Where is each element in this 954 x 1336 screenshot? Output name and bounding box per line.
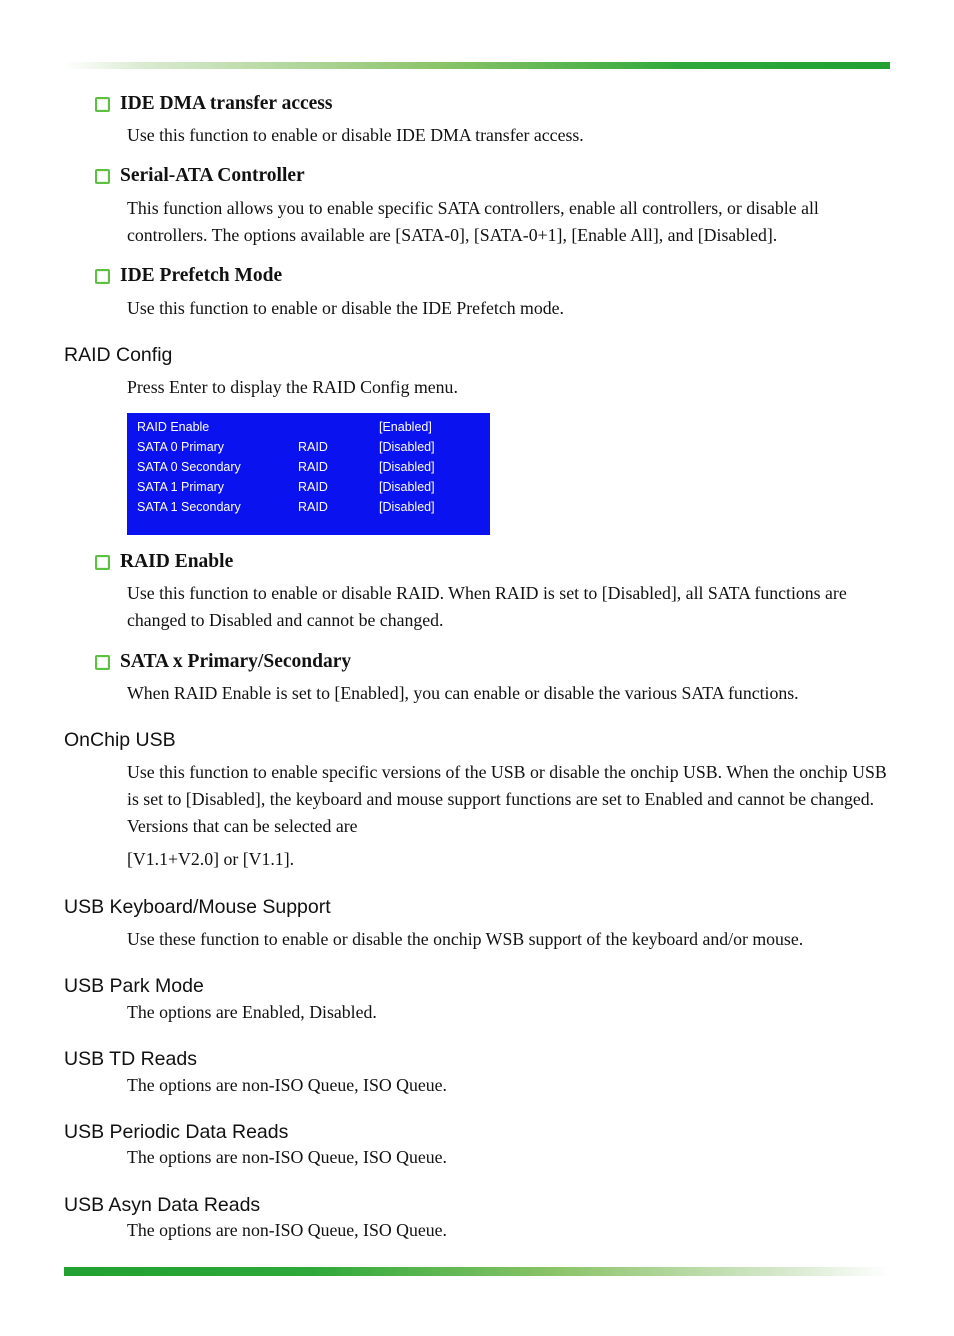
raid-enable-heading [95,551,233,573]
sata-controller-title: Serial-ATA Controller [120,165,305,186]
bios-item-label: RAID Enable [137,420,210,434]
top-decorative-bar [64,62,890,69]
bios-item-value: [Enabled] [379,420,432,434]
raid-config-bios-menu [127,413,490,535]
ide-dma-heading [95,93,332,115]
usb-park-heading: USB Park Mode [64,975,204,997]
usb-park-description: The options are Enabled, Disabled. [127,1002,377,1022]
bios-item-mode: RAID [298,500,328,514]
sata-primary-secondary-description: When RAID Enable is set to [Enabled], you can enable or disable the various SATA functions. [127,683,799,703]
bios-row [127,460,490,480]
bios-item-value: [Disabled] [379,440,435,454]
bios-item-label: SATA 0 Secondary [137,460,241,474]
checkbox-bullet-icon [95,97,110,112]
sata-controller-heading [95,165,305,187]
checkbox-bullet-icon [95,169,110,184]
raid-enable-title: RAID Enable [120,551,234,572]
ide-prefetch-description: Use this function to enable or disable the IDE Prefetch mode. [127,298,564,318]
usb-periodic-heading: USB Periodic Data Reads [64,1121,289,1143]
bios-item-value: [Disabled] [379,460,435,474]
bios-row [127,440,490,460]
bios-item-mode: RAID [298,440,328,454]
ide-prefetch-title: IDE Prefetch Mode [120,265,283,286]
bios-item-label: SATA 1 Primary [137,480,225,494]
bios-row [127,500,490,520]
usb-td-heading: USB TD Reads [64,1048,197,1070]
raid-config-heading: RAID Config [64,344,173,366]
usb-asyn-description: The options are non-ISO Queue, ISO Queue. [127,1220,447,1240]
ide-prefetch-heading [95,265,282,287]
usb-td-description: The options are non-ISO Queue, ISO Queue. [127,1075,447,1095]
bios-item-value: [Disabled] [379,480,435,494]
usb-kbd-mouse-description: Use these function to enable or disable the onchip WSB support of the keyboard and/or mouse. [127,929,804,949]
usb-periodic-description: The options are non-ISO Queue, ISO Queue. [127,1147,447,1167]
ide-dma-title: IDE DMA transfer access [120,93,333,114]
sata-controller-description: This function allows you to enable specific SATA controllers, enable all controllers, or disable all controllers. The options available are [SATA-0], [SATA-0+1], [Enable All], and [Disabled]. [127,198,819,245]
sata-primary-secondary-title: SATA x Primary/Secondary [120,651,352,672]
bottom-decorative-bar [64,1267,890,1276]
ide-dma-description: Use this function to enable or disable IDE DMA transfer access. [127,125,584,145]
bios-item-mode: RAID [298,460,328,474]
bios-row [127,480,490,500]
usb-asyn-heading: USB Asyn Data Reads [64,1194,261,1216]
bios-item-value: [Disabled] [379,500,435,514]
sata-primary-secondary-heading [95,651,351,673]
bios-item-mode: RAID [298,480,328,494]
bios-item-label: SATA 1 Secondary [137,500,241,514]
onchip-usb-heading: OnChip USB [64,729,176,751]
checkbox-bullet-icon [95,269,110,284]
raid-enable-description: Use this function to enable or disable RAID. When RAID is set to [Disabled], all SATA functions are changed to Disabled and cannot be changed. [127,583,847,630]
bios-row [127,420,490,440]
bios-item-label: SATA 0 Primary [137,440,225,454]
raid-config-description: Press Enter to display the RAID Config menu. [127,377,458,397]
usb-kbd-mouse-heading: USB Keyboard/Mouse Support [64,896,331,918]
checkbox-bullet-icon [95,655,110,670]
checkbox-bullet-icon [95,555,110,570]
onchip-usb-versions: [V1.1+V2.0] or [V1.1]. [127,849,295,869]
onchip-usb-description: Use this function to enable specific versions of the USB or disable the onchip USB. When the onchip USB is set to [Disabled], the keyboard and mouse support functions are set to Enabled and cannot be changed. Versions that can be selected are [127,762,887,836]
